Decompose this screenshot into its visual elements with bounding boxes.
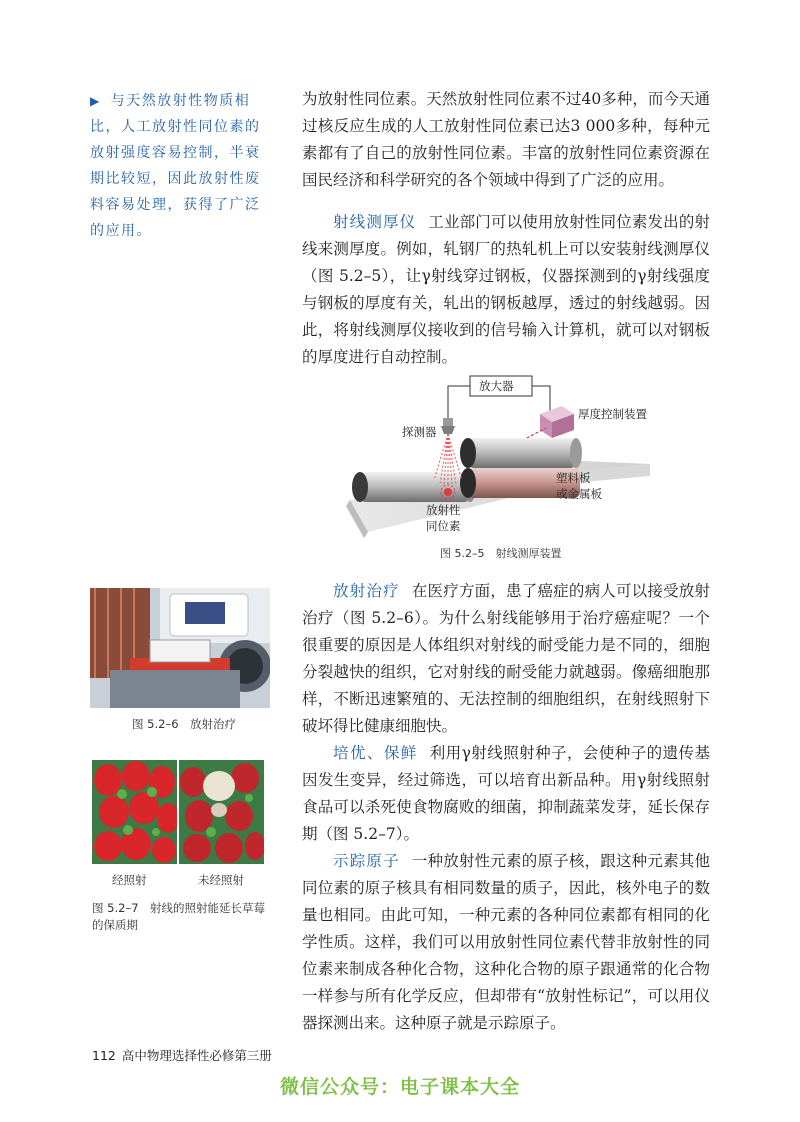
page-footer xyxy=(92,1046,272,1064)
label-detector: 探测器 xyxy=(402,425,437,439)
paragraph-radiotherapy-text: 在医疗方面，患了癌症的病人可以接受放射治疗（图 5.2–6）。为什么射线能够用于治疗癌症呢？一个很重要的原因是人体组织对射线的耐受能力是不同的，细胞分裂越快的组织，它对射线的耐受能力就越弱。像癌细胞那样，不断迅速繁殖的、无法控制的细胞组织，在射线照射下破坏得比健康细胞快。 xyxy=(302,582,710,735)
label-unirradiated: 未经照射 xyxy=(198,873,244,887)
isotope-source xyxy=(444,488,452,496)
paragraph-isotopes: 为放射性同位素。天然放射性同位素不过40多种，而今天通过核反应生成的人工放射性同位素已达3 000多种，每种元素都有了自己的放射性同位素。丰富的放射性同位素资源在国民经济和科学研究的各个领域中得到了广泛的应用。 xyxy=(302,90,710,189)
paragraph-breeding xyxy=(302,740,710,848)
side-note-text: 与天然放射性物质相比，人工放射性同位素的放射强度容易控制，半衰期比较短，因此放射性废料容易处理，获得了广泛的应用。 xyxy=(90,93,261,239)
paragraph-thickness-gauge xyxy=(302,209,710,371)
thickness-gauge-diagram xyxy=(340,372,670,538)
label-plate: 塑料板 或金属板 xyxy=(556,471,602,501)
paragraph-thickness-text: 工业部门可以使用放射性同位素发出的射线来测厚度。例如，轧钢厂的热轧机上可以安装射线测厚仪（图 5.2–5），让γ射线穿过钢板，仪器探测到的γ射线强度与钢板的厚度有关，轧出的钢板越厚，透过的射线越弱。因此，将射线测厚仪接收到的信号输入计算机，就可以对钢板的厚度进行自动控制。 xyxy=(302,213,710,366)
upper-roller xyxy=(460,438,582,468)
keyword-thickness-gauge: 射线测厚仪 xyxy=(333,213,417,231)
radiotherapy-photo xyxy=(90,588,270,708)
thickness-gauge-figure xyxy=(340,372,670,538)
strawberry-irradiated-photo xyxy=(92,760,177,864)
triangle-marker-icon: ▶ xyxy=(90,94,101,108)
paragraph-breeding-text: 利用γ射线照射种子，会使种子的遗传基因发生变异，经过筛选，可以培育出新品种。用γ射线照射食品可以杀死使食物腐败的细菌，抑制蔬菜发芽，延长保存期（图 5.2–7）。 xyxy=(302,744,710,843)
paragraph-tracer xyxy=(302,848,710,1037)
body-paragraph-3 xyxy=(302,578,710,1037)
paragraph-tracer-text: 一种放射性元素的原子核，跟这种元素其他同位素的原子核具有相同数量的质子，因此，核外电子的数量也相同。由此可知，一种元素的各种同位素都有相同的化学性质。这样，我们可以用放射性同位素代替非放射性的同位素来制成各种化合物，这种化合物的原子跟通常的化合物一样参与所有化学反应，但却带有“放射性标记”，可以用仪器探测出来。这种原子就是示踪原子。 xyxy=(302,852,710,1032)
figure-caption-5-2-6: 图 5.2–6 放射治疗 xyxy=(132,717,237,731)
keyword-tracer: 示踪原子 xyxy=(333,852,400,870)
figure-caption-5-2-5: 图 5.2–5 射线测厚装置 xyxy=(440,547,562,560)
label-thickness-control: 厚度控制装置 xyxy=(578,407,647,421)
label-irradiated: 经照射 xyxy=(112,873,147,887)
watermark: 微信公众号：电子课本大全 xyxy=(279,1076,520,1098)
lower-rollers xyxy=(352,468,580,502)
paragraph-radiotherapy xyxy=(302,578,710,740)
page-number: 112 xyxy=(92,1048,116,1063)
book-title: 高中物理选择性必修第三册 xyxy=(121,1048,272,1063)
control-wire xyxy=(532,386,550,414)
label-isotope-source: 放射性 同位素 xyxy=(426,503,461,533)
keyword-radiotherapy: 放射治疗 xyxy=(333,582,400,600)
detector-wire xyxy=(448,386,470,418)
body-paragraph-2 xyxy=(302,209,710,371)
label-amplifier: 放大器 xyxy=(479,379,514,393)
figure-caption-5-2-7: 图 5.2–7 射线的照射能延长草莓 的保质期 xyxy=(92,901,266,932)
strawberry-unirradiated-photo xyxy=(179,760,264,864)
body-paragraph-1 xyxy=(302,86,710,194)
side-note xyxy=(90,88,270,244)
keyword-breeding: 培优、保鲜 xyxy=(333,744,418,762)
